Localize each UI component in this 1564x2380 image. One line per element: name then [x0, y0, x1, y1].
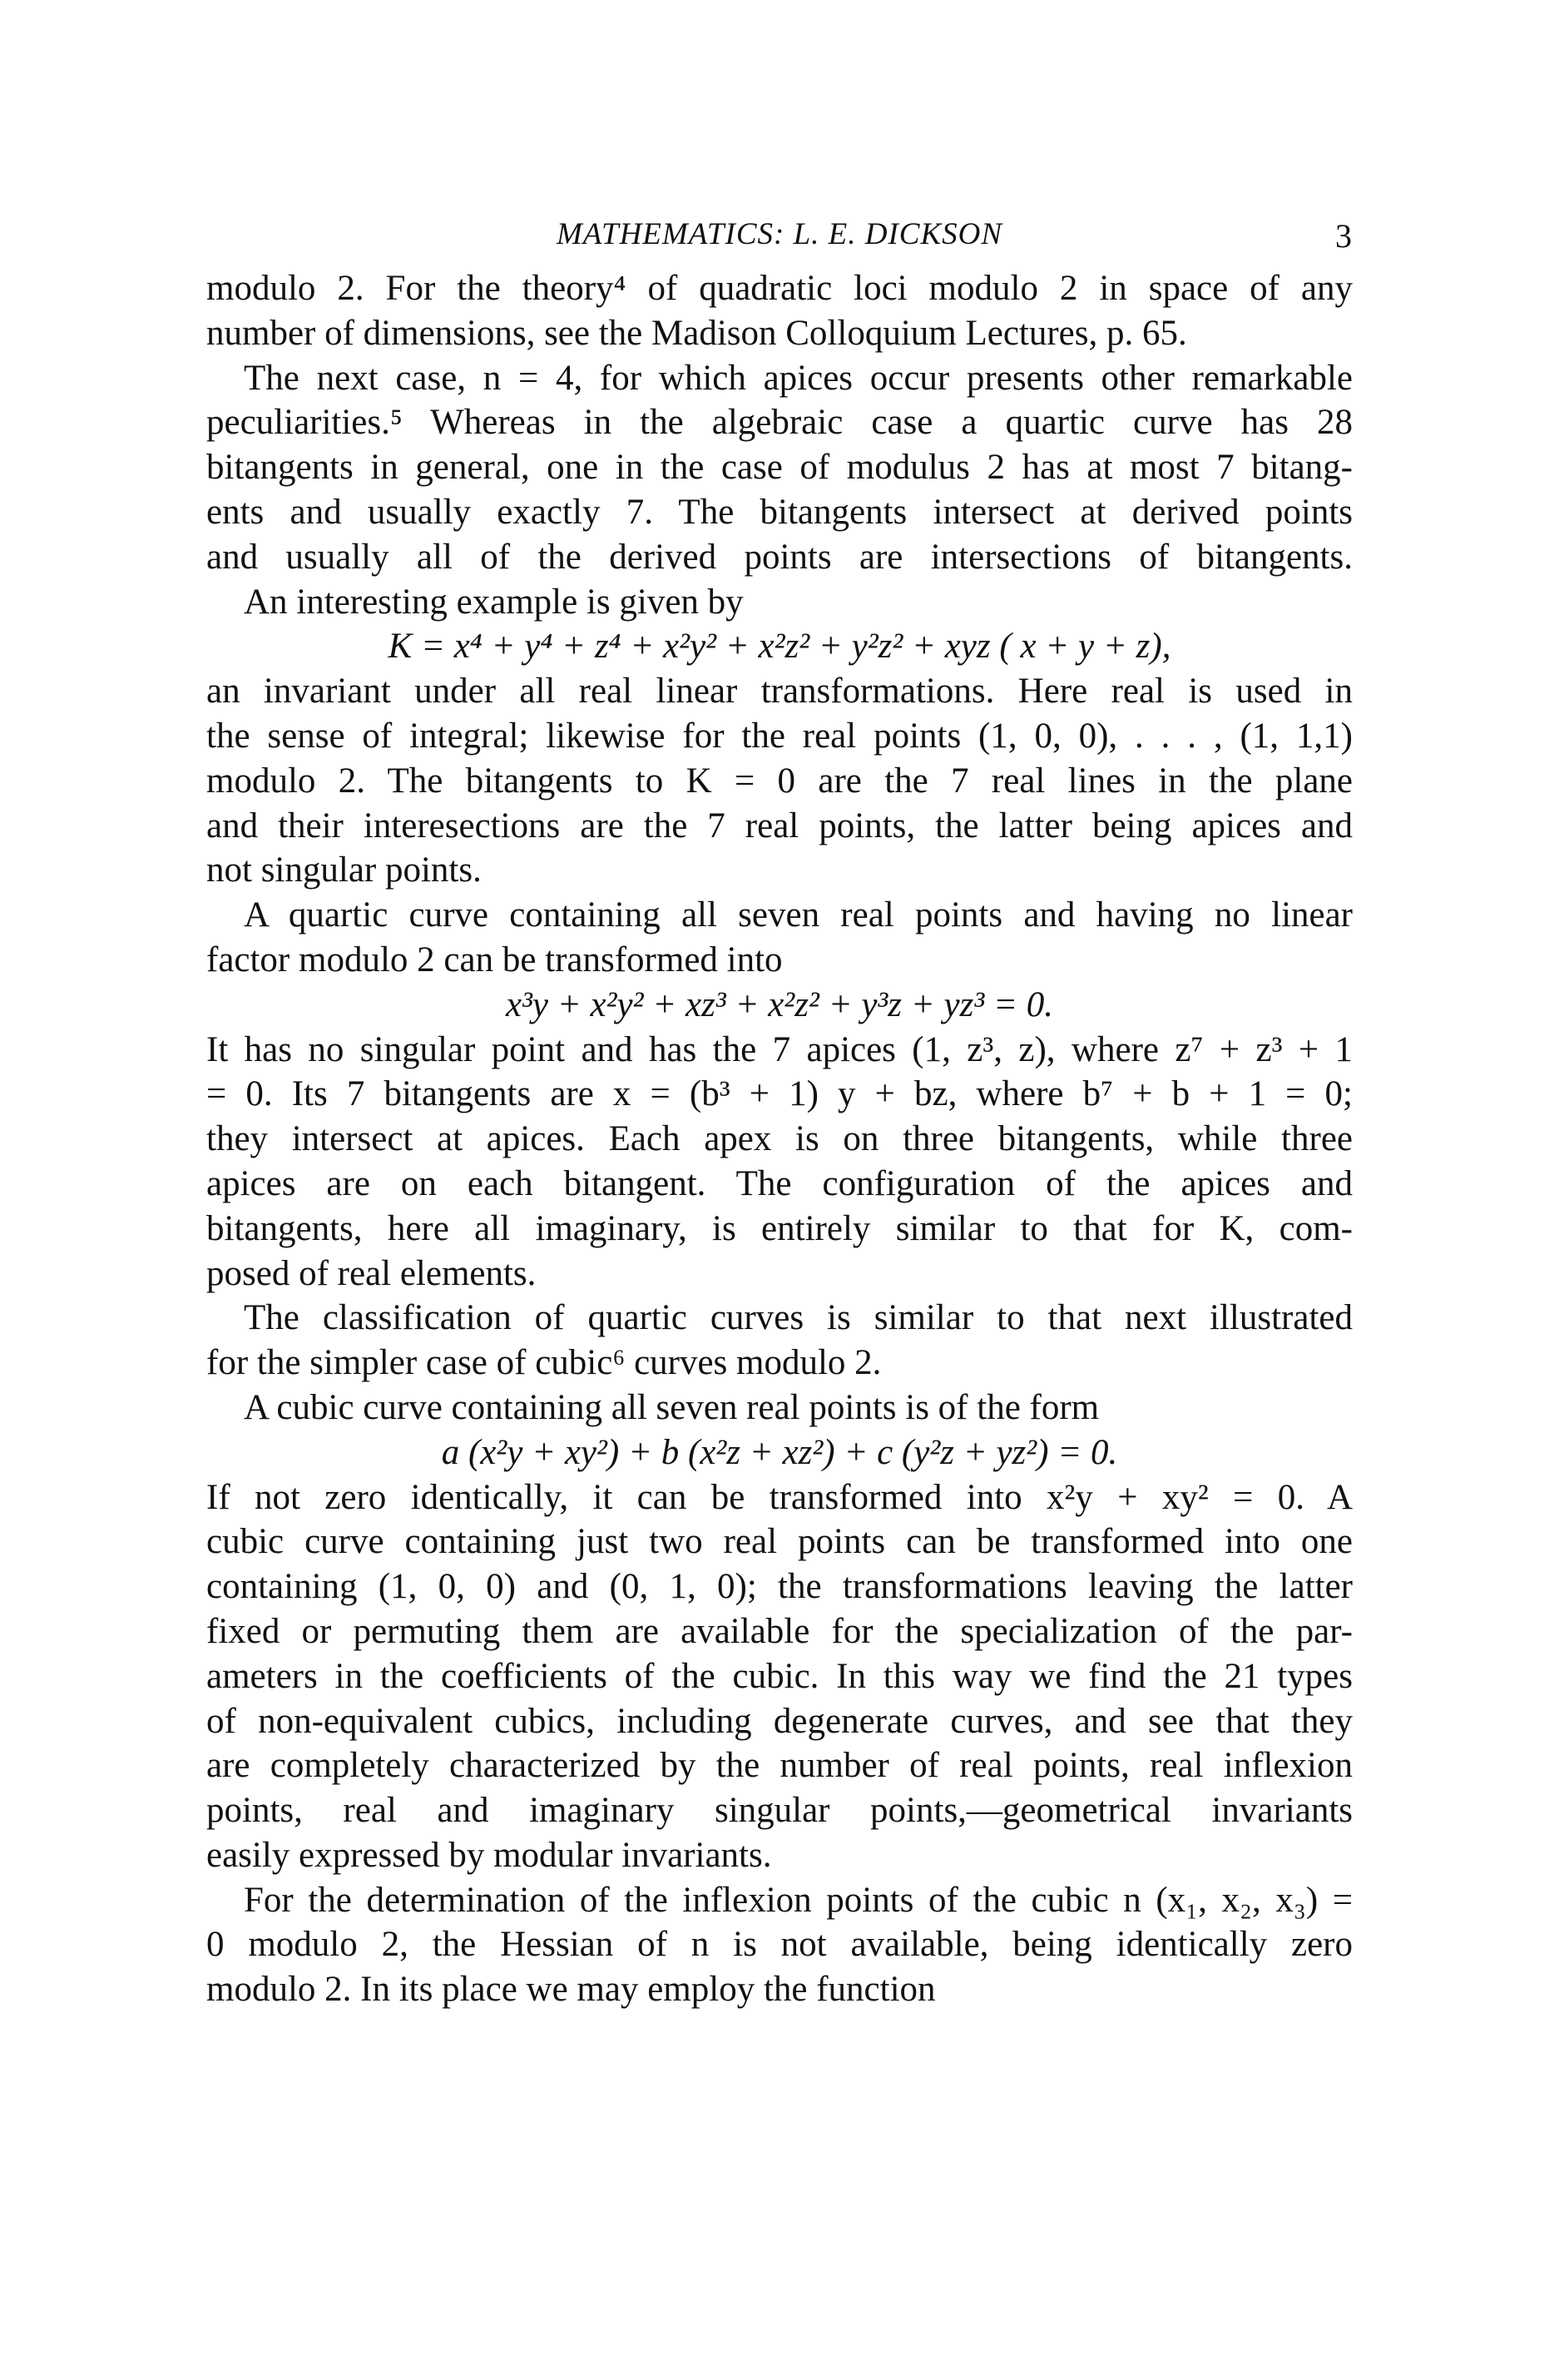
text-line: modulo 2. For the theory⁴ of quadratic loci modulo 2 in space of any — [206, 269, 1353, 308]
text-line: for the simpler case of cubic⁶ curves modulo 2. — [206, 1343, 882, 1383]
text-line: containing (1, 0, 0) and (0, 1, 0); the transformations leaving the latter — [206, 1567, 1353, 1607]
running-header — [206, 216, 1353, 263]
text-line: = 0. Its 7 bitangents are x = (b³ + 1) y + bz, where b⁷ + b + 1 = 0; — [206, 1074, 1353, 1114]
text-line: are completely characterized by the number of real points, real inflexion — [206, 1746, 1353, 1786]
text-line: points, real and imaginary singular points,—geometrical invariants — [206, 1791, 1353, 1831]
text-line: easily expressed by modular invariants. — [206, 1835, 772, 1875]
text-line: For the determination of the inflexion points of the cubic n (x₁, x₂, x₃) = — [244, 1880, 1353, 1920]
text-line: ameters in the coefficients of the cubic. In this way we find the 21 types — [206, 1656, 1353, 1696]
text-line: the sense of integral; likewise for the real points (1, 0, 0), . . . , (1, 1,1) — [206, 716, 1353, 756]
text-line: 0 modulo 2, the Hessian of n is not available, being identically zero — [206, 1925, 1353, 1965]
text-line: and their interesections are the 7 real points, the latter being apices and — [206, 806, 1353, 845]
text-line: peculiarities.⁵ Whereas in the algebraic case a quartic curve has 28 — [206, 403, 1353, 443]
body-text — [206, 266, 1353, 2012]
running-title: MATHEMATICS: L. E. DICKSON — [556, 217, 1003, 251]
text-line: A cubic curve containing all seven real points is of the form — [244, 1387, 1100, 1427]
text-line: The classification of quartic curves is similar to that next illustrated — [244, 1298, 1353, 1338]
text-line: an invariant under all real linear transformations. Here real is used in — [206, 672, 1353, 712]
text-line: modulo 2. The bitangents to K = 0 are the 7 real lines in the plane — [206, 761, 1353, 801]
text-line: not singular points. — [206, 850, 482, 890]
text-line: If not zero identically, it can be transformed into x²y + xy² = 0. A — [206, 1477, 1353, 1517]
text-line: apices are on each bitangent. The configuration of the apices and — [206, 1163, 1353, 1203]
text-line: fixed or permuting them are available for the specialization of the par- — [206, 1611, 1353, 1651]
text-line: ents and usually exactly 7. The bitangents intersect at derived points — [206, 492, 1353, 532]
text-line: It has no singular point and has the 7 apices (1, z³, z), where z⁷ + z³ + 1 — [206, 1029, 1353, 1069]
equation: K = x⁴ + y⁴ + z⁴ + x²y² + x²z² + y²z² + xyz ( x + y + z), — [388, 627, 1171, 667]
text-line: posed of real elements. — [206, 1253, 537, 1293]
text-line: bitangents, here all imaginary, is entirely similar to that for K, com- — [206, 1208, 1353, 1248]
page-number: 3 — [1335, 217, 1353, 255]
text-line: factor modulo 2 can be transformed into — [206, 940, 783, 979]
equation: a (x²y + xy²) + b (x²z + xz²) + c (y²z + yz²) = 0. — [441, 1432, 1118, 1472]
page — [206, 216, 1353, 2012]
text-line: cubic curve containing just two real points can be transformed into one — [206, 1522, 1353, 1562]
text-line: and usually all of the derived points are intersections of bitangents. — [206, 537, 1353, 577]
text-line: of non-equivalent cubics, including degenerate curves, and see that they — [206, 1701, 1353, 1741]
text-line: An interesting example is given by — [244, 582, 744, 622]
text-line: bitangents in general, one in the case of modulus 2 has at most 7 bitang- — [206, 448, 1353, 488]
text-line: modulo 2. In its place we may employ the function — [206, 1970, 936, 2010]
text-line: number of dimensions, see the Madison Colloquium Lectures, p. 65. — [206, 313, 1187, 353]
text-line: A quartic curve containing all seven real points and having no linear — [244, 895, 1353, 935]
text-line: they intersect at apices. Each apex is on three bitangents, while three — [206, 1119, 1353, 1159]
text-line: The next case, n = 4, for which apices occur presents other remarkable — [244, 358, 1353, 398]
equation: x³y + x²y² + xz³ + x²z² + y³z + yz³ = 0. — [505, 984, 1054, 1024]
